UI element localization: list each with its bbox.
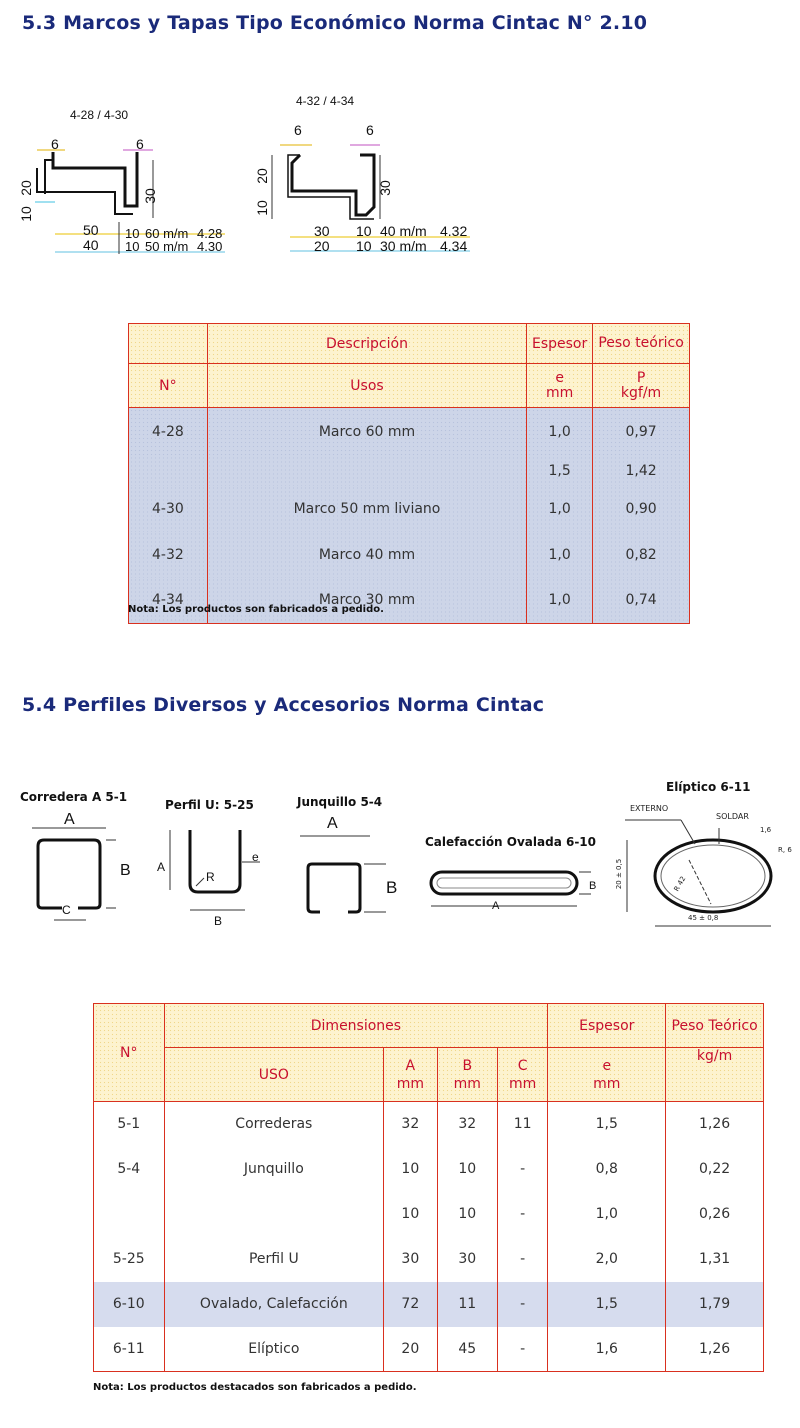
table-cell-a: 30 xyxy=(384,1237,437,1282)
dim-top-right: 6 xyxy=(366,122,374,138)
dim-top-left: 6 xyxy=(294,122,302,138)
table-header-row xyxy=(94,1004,764,1048)
label-r6: R, 6 xyxy=(778,846,792,854)
dim-row2-d: 4.34 xyxy=(440,238,468,254)
table-cell-no: 4-34 xyxy=(129,578,208,624)
table-cell-uso: Marco 40 mm xyxy=(207,532,526,578)
figure-caption-4-32: 4-32 / 4-34 xyxy=(296,94,355,108)
dim-right: 30 xyxy=(376,180,393,196)
table-cell-p: 0,22 xyxy=(666,1147,764,1192)
table-cell-a: 72 xyxy=(384,1282,437,1327)
table-cell-no: 4-28 xyxy=(129,408,208,456)
header-peso: Peso teórico xyxy=(593,324,690,364)
table-cell-uso: Marco 50 mm liviano xyxy=(207,486,526,532)
dim-left-lower: 10 xyxy=(17,206,34,222)
table-cell-no xyxy=(94,1192,165,1237)
table-note-1: Nota: Los productos son fabricados a pedido. xyxy=(128,604,384,615)
table-cell-uso: Junquillo xyxy=(164,1147,384,1192)
table-cell-p: 0,97 xyxy=(593,408,690,456)
header-b: B mm xyxy=(437,1048,497,1102)
table-subheader-row xyxy=(94,1048,764,1102)
table-cell-uso: Marco 30 mm xyxy=(207,578,526,624)
perfiles-table xyxy=(93,1003,764,1372)
label-a: A xyxy=(327,815,338,832)
table-cell-no: 5-25 xyxy=(94,1237,165,1282)
table-cell-b: 45 xyxy=(437,1327,497,1372)
table-row xyxy=(129,408,690,456)
dim-row2-b: 10 xyxy=(125,239,140,254)
table-cell-uso xyxy=(207,456,526,486)
label-soldar: SOLDAR xyxy=(716,812,749,821)
table-cell-e: 1,5 xyxy=(548,1102,666,1147)
table-row xyxy=(94,1102,764,1147)
table-cell-no: 6-11 xyxy=(94,1327,165,1372)
table-cell-e: 1,0 xyxy=(527,408,593,456)
table-cell-no xyxy=(129,456,208,486)
table-cell-uso: Marco 60 mm xyxy=(207,408,526,456)
table-row xyxy=(129,456,690,486)
table-cell-p: 0,26 xyxy=(666,1192,764,1237)
label-b: B xyxy=(214,914,223,928)
table-row xyxy=(129,486,690,532)
dim-row1-a: 30 xyxy=(314,223,330,239)
header-uso: USO xyxy=(164,1048,384,1102)
header-usos: Usos xyxy=(207,364,526,408)
label-b: B xyxy=(120,862,131,879)
label-c: C xyxy=(62,903,71,917)
table-cell-b: 11 xyxy=(437,1282,497,1327)
table-cell-e: 1,0 xyxy=(527,486,593,532)
table-cell-c: - xyxy=(497,1237,547,1282)
perfiles-table-body xyxy=(94,1102,764,1372)
table-row xyxy=(94,1237,764,1282)
dim-row2-c: 30 m/m xyxy=(380,238,427,254)
label-r: R xyxy=(206,870,215,884)
table-cell-c: - xyxy=(497,1327,547,1372)
header-c: C mm xyxy=(497,1048,547,1102)
table-cell-uso: Correderas xyxy=(164,1102,384,1147)
label-b: B xyxy=(589,880,597,892)
table-cell-a: 32 xyxy=(384,1102,437,1147)
table-row xyxy=(94,1327,764,1372)
header-p-kgfm: P kgf/m xyxy=(593,364,690,408)
table-subheader-row xyxy=(129,364,690,408)
table-cell-no: 6-10 xyxy=(94,1282,165,1327)
figure-caption-calefaccion: Calefacción Ovalada 6-10 xyxy=(425,835,597,849)
dim-left-lower: 10 xyxy=(253,200,270,216)
table-cell-p: 1,42 xyxy=(593,456,690,486)
table-cell-b: 32 xyxy=(437,1102,497,1147)
table-cell-uso: Perfil U xyxy=(164,1237,384,1282)
dim-row1-d: 4.32 xyxy=(440,223,468,239)
table-cell-e: 1,0 xyxy=(527,578,593,624)
label-externo: EXTERNO xyxy=(630,804,669,813)
header-no: N° xyxy=(94,1004,165,1102)
figure-caption-perfil-u: Perfil U: 5-25 xyxy=(165,798,254,812)
header-kgm: kg/m xyxy=(666,1048,764,1102)
dim-row1-b: 10 xyxy=(125,226,140,241)
table-note-2: Nota: Los productos destacados son fabricados a pedido. xyxy=(93,1382,417,1393)
table-cell-e: 1,5 xyxy=(527,456,593,486)
dim-row1-c: 60 m/m xyxy=(145,226,189,241)
dim-row1-c: 40 m/m xyxy=(380,223,427,239)
dim-row1-d: 4.28 xyxy=(197,226,223,241)
figure-caption-eliptico: Elíptico 6-11 xyxy=(666,780,751,794)
header-e: e mm xyxy=(548,1048,666,1102)
table-cell-p: 0,74 xyxy=(593,578,690,624)
table-cell-e: 0,8 xyxy=(548,1147,666,1192)
header-e-mm: e mm xyxy=(527,364,593,408)
table-cell-no: 5-1 xyxy=(94,1102,165,1147)
table-cell-e: 2,0 xyxy=(548,1237,666,1282)
dim-row2-a: 20 xyxy=(314,238,330,254)
table-row xyxy=(129,578,690,624)
dim-left-upper: 20 xyxy=(253,168,270,184)
dim-top-left: 6 xyxy=(51,136,59,152)
header-a: A mm xyxy=(384,1048,437,1102)
dim-row2-c: 50 m/m xyxy=(145,239,189,254)
table-cell-c: - xyxy=(497,1282,547,1327)
label-a: A xyxy=(64,811,75,828)
dim-right: 30 xyxy=(141,188,158,204)
table-cell-uso: Ovalado, Calefacción xyxy=(164,1282,384,1327)
label-a: A xyxy=(157,860,166,874)
table-cell-p: 0,82 xyxy=(593,532,690,578)
dim-row1-b: 10 xyxy=(356,223,372,239)
table-cell-p: 1,31 xyxy=(666,1237,764,1282)
junquillo-drawing xyxy=(286,820,406,930)
table-cell-no: 4-32 xyxy=(129,532,208,578)
marcos-table-body xyxy=(129,408,690,624)
table-cell-e: 1,0 xyxy=(548,1192,666,1237)
header-no: N° xyxy=(129,364,208,408)
dim-row2-d: 4.30 xyxy=(197,239,223,254)
table-header-row xyxy=(129,324,690,364)
table-cell-uso: Elíptico xyxy=(164,1327,384,1372)
label-b: B xyxy=(386,878,398,897)
calefaccion-drawing xyxy=(425,866,605,916)
dim-row2-b: 10 xyxy=(356,238,372,254)
header-descripcion: Descripción xyxy=(207,324,526,364)
label-e: e xyxy=(252,850,259,864)
table-row xyxy=(94,1192,764,1237)
table-cell-no: 4-30 xyxy=(129,486,208,532)
figure-caption-corredera: Corredera A 5-1 xyxy=(20,790,128,804)
label-a: A xyxy=(492,900,500,912)
section-title-5-4: 5.4 Perfiles Diversos y Accesorios Norma Cintac xyxy=(22,694,545,716)
table-cell-b: 30 xyxy=(437,1237,497,1282)
table-cell-p: 1,26 xyxy=(666,1102,764,1147)
label-thickness: 1,6 xyxy=(760,826,772,834)
header-espesor: Espesor xyxy=(527,324,593,364)
table-cell-e: 1,5 xyxy=(548,1282,666,1327)
table-cell-p: 1,26 xyxy=(666,1327,764,1372)
dim-left-upper: 20 xyxy=(17,180,34,196)
table-cell-uso xyxy=(164,1192,384,1237)
label-r42: R 42 xyxy=(672,875,688,893)
table-row xyxy=(94,1147,764,1192)
label-height: 20 ± 0,5 xyxy=(615,858,624,890)
dim-row1-a: 50 xyxy=(83,222,99,238)
table-row xyxy=(129,532,690,578)
header-peso: Peso Teórico xyxy=(666,1004,764,1048)
table-cell-c: - xyxy=(497,1147,547,1192)
table-cell-a: 20 xyxy=(384,1327,437,1372)
table-cell-p: 0,90 xyxy=(593,486,690,532)
section-title-5-3: 5.3 Marcos y Tapas Tipo Económico Norma Cintac N° 2.10 xyxy=(22,12,648,34)
figure-caption-4-28: 4-28 / 4-30 xyxy=(70,108,129,122)
table-cell-b: 10 xyxy=(437,1192,497,1237)
table-cell-e: 1,6 xyxy=(548,1327,666,1372)
table-cell-a: 10 xyxy=(384,1192,437,1237)
dim-row2-a: 40 xyxy=(83,237,99,253)
header-espesor: Espesor xyxy=(548,1004,666,1048)
figure-caption-junquillo: Junquillo 5-4 xyxy=(297,795,383,809)
dim-top-right: 6 xyxy=(136,136,144,152)
table-row xyxy=(94,1282,764,1327)
table-cell-c: 11 xyxy=(497,1102,547,1147)
marcos-table xyxy=(128,323,690,624)
table-cell-p: 1,79 xyxy=(666,1282,764,1327)
header-dimensiones: Dimensiones xyxy=(164,1004,548,1048)
table-cell-c: - xyxy=(497,1192,547,1237)
table-cell-no: 5-4 xyxy=(94,1147,165,1192)
table-cell-a: 10 xyxy=(384,1147,437,1192)
label-width: 45 ± 0,8 xyxy=(688,914,719,922)
table-cell-e: 1,0 xyxy=(527,532,593,578)
table-cell-b: 10 xyxy=(437,1147,497,1192)
